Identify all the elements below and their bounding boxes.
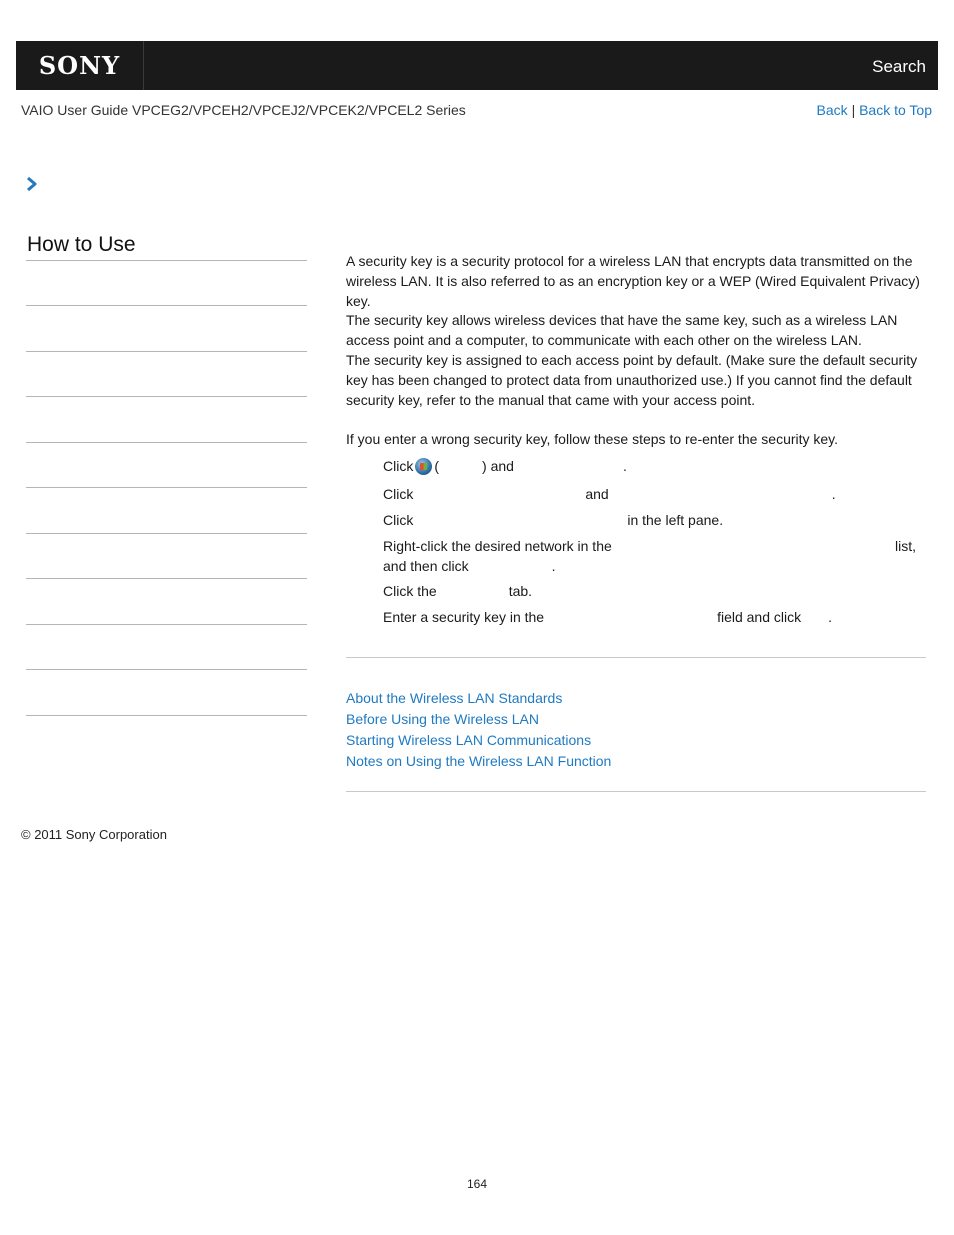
top-nav <box>817 102 932 118</box>
sidebar-divider <box>26 624 307 625</box>
step-5 <box>383 581 532 601</box>
sidebar-divider <box>26 260 307 261</box>
sidebar-divider <box>26 305 307 306</box>
sidebar-divider <box>26 669 307 670</box>
back-link[interactable]: Back <box>816 102 848 118</box>
paragraph: The security key allows wireless devices that have the same key, such as a wireless LAN access point and a computer, to communicate with each other on the wireless LAN. <box>346 312 898 349</box>
nav-separator: | <box>851 102 856 118</box>
steps-intro: If you enter a wrong security key, follow these steps to re-enter the security key. <box>346 431 839 447</box>
related-link[interactable]: Starting Wireless LAN Communications <box>346 732 592 748</box>
step-text: . <box>828 609 833 625</box>
step-text: Right-click the desired network in the <box>383 538 612 554</box>
step-text: . <box>551 558 556 574</box>
chevron-right-icon[interactable] <box>25 176 39 192</box>
related-link[interactable]: Notes on Using the Wireless LAN Function <box>346 753 612 769</box>
top-bar <box>16 41 938 90</box>
step-text: Click <box>383 458 414 474</box>
step-text: in the left pane. <box>627 512 724 528</box>
sidebar-divider <box>26 396 307 397</box>
sidebar-title: How to Use <box>27 233 136 256</box>
step-text: ) and <box>482 458 514 474</box>
step-text: ( <box>434 458 440 474</box>
windows-start-icon <box>415 458 432 475</box>
sony-logo[interactable]: SONY <box>16 41 144 90</box>
copyright: © 2011 Sony Corporation <box>21 827 167 842</box>
sidebar-divider <box>26 533 307 534</box>
related-links <box>346 688 611 772</box>
step-text: Click <box>383 486 414 502</box>
page-number: 164 <box>466 1177 488 1191</box>
step-text: and then click <box>383 558 469 574</box>
step-text: and <box>585 486 609 502</box>
article-body <box>346 252 928 410</box>
step-text: field and click <box>717 609 802 625</box>
step-text: . <box>622 458 627 474</box>
related-link[interactable]: Before Using the Wireless LAN <box>346 711 539 727</box>
step-text: Click <box>383 512 414 528</box>
search-link[interactable]: Search <box>872 57 926 76</box>
step-text: tab. <box>508 583 533 599</box>
sidebar-divider <box>26 351 307 352</box>
step-text: list, <box>895 538 916 554</box>
step-1 <box>383 456 627 476</box>
step-2 <box>383 484 836 504</box>
paragraph: A security key is a security protocol for a wireless LAN that encrypts data transmitted on the wireless LAN. It is also referred to as an encryption key or a WEP (Wired Equivalent Privacy) key. <box>346 253 920 309</box>
step-text: . <box>831 486 836 502</box>
related-link[interactable]: About the Wireless LAN Standards <box>346 690 563 706</box>
sidebar-divider <box>26 487 307 488</box>
step-4 <box>383 536 918 576</box>
paragraph: The security key is assigned to each access point by default. (Make sure the default security key has been changed to protect data from unauthorized use.) If you cannot find the default security key, refer to the manual that came with your access point. <box>346 351 918 408</box>
divider <box>346 657 926 658</box>
divider <box>346 791 926 792</box>
step-3 <box>383 510 723 530</box>
guide-title: VAIO User Guide VPCEG2/VPCEH2/VPCEJ2/VPCEK2/VPCEL2 Series <box>21 102 466 118</box>
back-to-top-link[interactable]: Back to Top <box>859 102 932 118</box>
sidebar-divider <box>26 578 307 579</box>
step-6 <box>383 607 832 627</box>
step-text: Click the <box>383 583 437 599</box>
step-text: Enter a security key in the <box>383 609 545 625</box>
sidebar-divider <box>26 442 307 443</box>
sidebar-divider <box>26 715 307 716</box>
